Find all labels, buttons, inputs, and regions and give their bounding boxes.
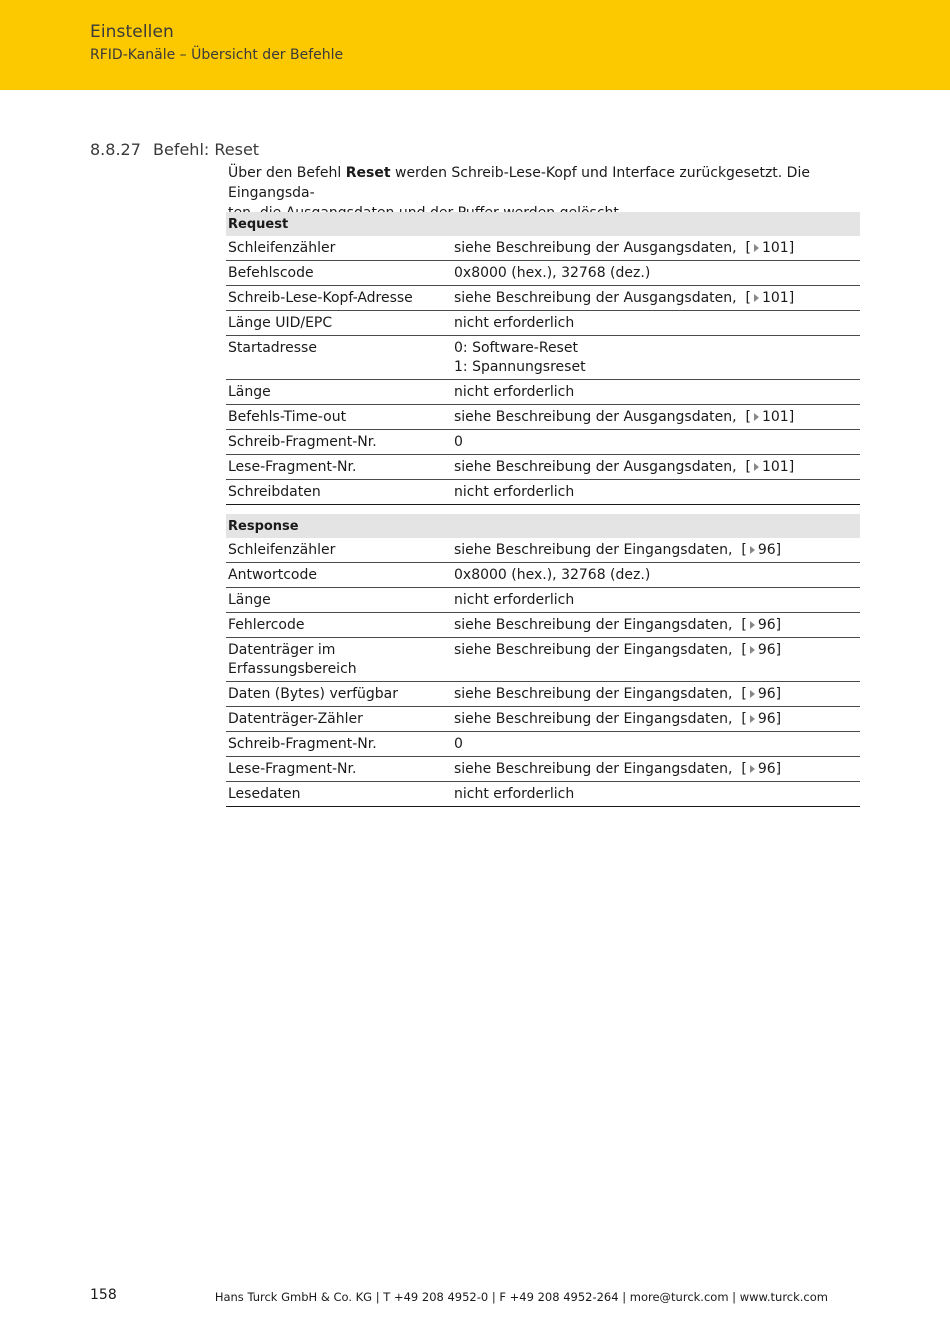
parameter-name-cell	[226, 707, 452, 732]
parameter-name-cell	[226, 336, 452, 380]
header-subtitle: RFID-Kanäle – Übersicht der Befehle	[90, 47, 344, 63]
parameter-name-cell	[226, 613, 452, 638]
parameter-value: nicht erforderlich	[454, 592, 575, 608]
parameter-name-cell	[226, 455, 452, 480]
parameter-name: Schleifenzähler	[228, 542, 336, 558]
request-table	[226, 212, 860, 505]
table-row	[226, 732, 860, 757]
parameter-name-cell	[226, 405, 452, 430]
page-reference-arrow-icon	[750, 690, 755, 698]
parameter-value: siehe Beschreibung der Ausgangsdaten,	[454, 240, 737, 256]
parameter-name-cell	[226, 732, 452, 757]
page-reference-link[interactable]: 101	[761, 290, 789, 306]
response-table	[226, 514, 860, 807]
table-row	[226, 538, 860, 563]
page-reference-link[interactable]: 101	[761, 459, 789, 475]
parameter-name: Länge	[228, 384, 271, 400]
parameter-value-cell	[452, 782, 860, 807]
parameter-name-cell	[226, 430, 452, 455]
parameter-value-cell	[452, 732, 860, 757]
parameter-name: Schreib-Fragment-Nr.	[228, 434, 377, 450]
table-row	[226, 286, 860, 311]
table-row	[226, 430, 860, 455]
parameter-value-line: siehe Beschreibung der Ausgangsdaten, [ 101]	[454, 290, 795, 306]
parameter-name: Länge	[228, 592, 271, 608]
parameter-value-line: siehe Beschreibung der Ausgangsdaten, [ 101]	[454, 240, 795, 256]
parameter-value-line	[454, 264, 858, 283]
table-row	[226, 757, 860, 782]
parameter-value-cell	[452, 311, 860, 336]
parameter-value: 0x8000 (hex.), 32768 (dez.)	[454, 265, 651, 281]
parameter-value-cell	[452, 455, 860, 480]
parameter-value-cell	[452, 236, 860, 261]
parameter-value-cell	[452, 638, 860, 682]
parameter-value-cell	[452, 707, 860, 732]
section-title: Befehl: Reset	[153, 140, 260, 159]
parameter-name: Länge UID/EPC	[228, 315, 333, 331]
parameter-value-line: siehe Beschreibung der Eingangsdaten, [ 96]	[454, 542, 782, 558]
parameter-value: 0x8000 (hex.), 32768 (dez.)	[454, 567, 651, 583]
parameter-value-line: siehe Beschreibung der Ausgangsdaten, [ 101]	[454, 409, 795, 425]
parameter-name-cell	[226, 538, 452, 563]
parameter-name: Fehlercode	[228, 617, 305, 633]
page-reference-arrow-icon	[754, 413, 759, 421]
parameter-value: nicht erforderlich	[454, 786, 575, 802]
parameter-name-cell	[226, 380, 452, 405]
parameter-value-line: siehe Beschreibung der Eingangsdaten, [ 96]	[454, 642, 782, 658]
intro-command-name: Reset	[345, 165, 391, 181]
parameter-name-cell	[226, 563, 452, 588]
parameter-value: siehe Beschreibung der Eingangsdaten,	[454, 761, 733, 777]
parameter-value-line: siehe Beschreibung der Eingangsdaten, [ 96]	[454, 761, 782, 777]
table-row	[226, 455, 860, 480]
header-band	[0, 0, 950, 90]
parameter-value-line	[454, 566, 858, 585]
parameter-name: Befehlscode	[228, 265, 314, 281]
page-reference-arrow-icon	[750, 646, 755, 654]
parameter-value: siehe Beschreibung der Eingangsdaten,	[454, 542, 733, 558]
parameter-value-line: siehe Beschreibung der Eingangsdaten, [ 96]	[454, 686, 782, 702]
parameter-name: Schleifenzähler	[228, 240, 336, 256]
parameter-name-cell	[226, 311, 452, 336]
parameter-value: nicht erforderlich	[454, 484, 575, 500]
page-reference-link[interactable]: 96	[757, 761, 776, 777]
table-row	[226, 588, 860, 613]
page-number: 158	[90, 1287, 117, 1303]
parameter-name-cell	[226, 286, 452, 311]
page-reference-link[interactable]: 96	[757, 542, 776, 558]
parameter-name: Schreib-Lese-Kopf-Adresse	[228, 290, 413, 306]
table-row	[226, 682, 860, 707]
parameter-value: 0	[454, 736, 463, 752]
parameter-name-continued: Erfassungsbereich	[228, 661, 357, 677]
parameter-value-cell	[452, 430, 860, 455]
page-reference-arrow-icon	[750, 546, 755, 554]
parameter-value-line	[454, 339, 858, 358]
table-row	[226, 480, 860, 505]
response-table-header: Response	[226, 514, 860, 538]
parameter-value: siehe Beschreibung der Eingangsdaten,	[454, 642, 733, 658]
parameter-value-cell	[452, 538, 860, 563]
table-row	[226, 782, 860, 807]
parameter-value-line: siehe Beschreibung der Ausgangsdaten, [ 101]	[454, 459, 795, 475]
parameter-name-cell	[226, 261, 452, 286]
parameter-value: 0: Software-Reset	[454, 340, 578, 356]
footer-company-info: Hans Turck GmbH & Co. KG | T +49 208 4952-0 | F +49 208 4952-264 | more@turck.com | www.turck.com	[214, 1290, 828, 1304]
parameter-value-cell	[452, 563, 860, 588]
parameter-value-line: siehe Beschreibung der Eingangsdaten, [ 96]	[454, 711, 782, 727]
page-reference-link[interactable]: 101	[761, 409, 789, 425]
page-reference-arrow-icon	[754, 294, 759, 302]
section-number: 8.8.27	[90, 140, 141, 159]
parameter-name: Datenträger im	[228, 642, 336, 658]
parameter-value: siehe Beschreibung der Eingangsdaten,	[454, 711, 733, 727]
parameter-value-cell	[452, 480, 860, 505]
parameter-name-cell	[226, 588, 452, 613]
parameter-value: nicht erforderlich	[454, 315, 575, 331]
parameter-name: Datenträger-Zähler	[228, 711, 363, 727]
parameter-value-cell	[452, 380, 860, 405]
parameter-value-line: siehe Beschreibung der Eingangsdaten, [ 96]	[454, 617, 782, 633]
intro-prefix: Über den Befehl	[228, 165, 346, 181]
page-reference-arrow-icon	[750, 621, 755, 629]
parameter-name: Startadresse	[228, 340, 317, 356]
parameter-value-line	[454, 314, 858, 333]
parameter-name: Antwortcode	[228, 567, 317, 583]
parameter-name-cell	[226, 682, 452, 707]
table-row	[226, 311, 860, 336]
page-reference-arrow-icon	[754, 244, 759, 252]
table-row	[226, 261, 860, 286]
parameter-name-cell	[226, 782, 452, 807]
page-reference-link[interactable]: 96	[757, 686, 776, 702]
parameter-value-cell	[452, 757, 860, 782]
parameter-value-cell	[452, 405, 860, 430]
parameter-value-line	[454, 735, 858, 754]
table-row	[226, 405, 860, 430]
parameter-name-cell	[226, 236, 452, 261]
page-reference-arrow-icon	[750, 765, 755, 773]
parameter-name: Lesedaten	[228, 786, 301, 802]
page-reference-link[interactable]: 101	[761, 240, 789, 256]
parameter-value: siehe Beschreibung der Eingangsdaten,	[454, 686, 733, 702]
parameter-name-cell	[226, 757, 452, 782]
parameter-value: 0	[454, 434, 463, 450]
parameter-value-line	[454, 785, 858, 804]
parameter-value: siehe Beschreibung der Ausgangsdaten,	[454, 459, 737, 475]
parameter-value-cell	[452, 336, 860, 380]
parameter-name-cell	[226, 480, 452, 505]
table-row	[226, 563, 860, 588]
parameter-name: Befehls-Time-out	[228, 409, 347, 425]
parameter-name: Lese-Fragment-Nr.	[228, 459, 357, 475]
parameter-value: siehe Beschreibung der Ausgangsdaten,	[454, 409, 737, 425]
table-row	[226, 613, 860, 638]
page-reference-link[interactable]: 96	[757, 617, 776, 633]
parameter-value-cell	[452, 588, 860, 613]
table-row	[226, 638, 860, 682]
table-row	[226, 236, 860, 261]
parameter-value-line	[454, 483, 858, 502]
table-row	[226, 380, 860, 405]
parameter-value: siehe Beschreibung der Ausgangsdaten,	[454, 290, 737, 306]
parameter-value-cell	[452, 682, 860, 707]
parameter-value-cell	[452, 613, 860, 638]
request-table-header: Request	[226, 212, 860, 236]
parameter-value-line	[454, 433, 858, 452]
parameter-name: Daten (Bytes) verfügbar	[228, 686, 399, 702]
parameter-value-continued: 1: Spannungsreset	[454, 359, 586, 375]
page-reference-arrow-icon	[754, 463, 759, 471]
parameter-value-line	[454, 591, 858, 610]
page-reference-link[interactable]: 96	[757, 711, 776, 727]
section-heading	[90, 140, 259, 159]
table-row	[226, 707, 860, 732]
parameter-name: Lese-Fragment-Nr.	[228, 761, 357, 777]
parameter-value-cell	[452, 286, 860, 311]
page-reference-arrow-icon	[750, 715, 755, 723]
parameter-value: siehe Beschreibung der Eingangsdaten,	[454, 617, 733, 633]
parameter-value-line	[454, 383, 858, 402]
header-title: Einstellen	[90, 22, 174, 42]
parameter-value-cell	[452, 261, 860, 286]
page-reference-link[interactable]: 96	[757, 642, 776, 658]
parameter-value: nicht erforderlich	[454, 384, 575, 400]
parameter-name: Schreib-Fragment-Nr.	[228, 736, 377, 752]
intro-line1-rest: werden Schreib-Lese-Kopf und Interface zurückgesetzt. Die Eingangsda-	[228, 165, 810, 201]
parameter-name-cell	[226, 638, 452, 682]
parameter-name: Schreibdaten	[228, 484, 321, 500]
table-row	[226, 336, 860, 380]
